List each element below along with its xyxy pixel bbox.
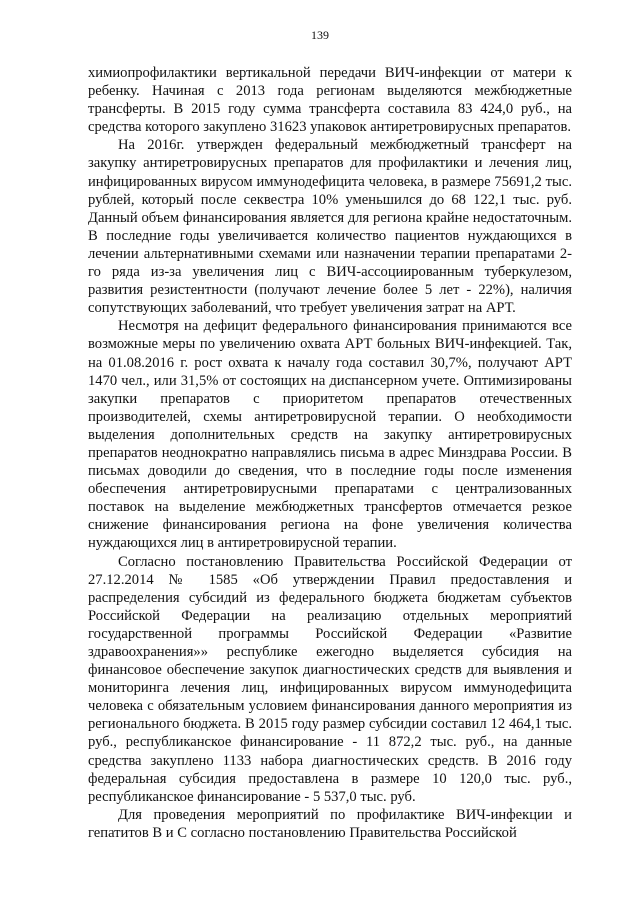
paragraph-5: Для проведения мероприятий по профилактике ВИЧ-инфекции и гепатитов В и С согласно постановлению Правительства Российской — [88, 806, 572, 841]
paragraph-1: химиопрофилактики вертикальной передачи ВИЧ-инфекции от матери к ребенку. Начиная с 2013 года регионам выделяются межбюджетные трансферты. В 2015 году сумма трансферта составила 83 424,0 руб., на средства которого закуплено 31623 упаковок антиретровирусных препаратов. — [88, 65, 572, 136]
body-text — [88, 64, 572, 842]
paragraph-3: Несмотря на дефицит федерального финансирования принимаются все возможные меры по увеличению охвата АРТ больных ВИЧ-инфекцией. Так, на 01.08.2016 г. рост охвата к началу года составил 30,7%, получают АРТ 1470 чел., или 31,5% от состоящих на диспансерном учете. Оптимизированы закупки препаратов с приоритетом препаратов отечественных производителей, схемы антиретровирусной терапии. О необходимости выделения дополнительных средств на закупку антиретровирусных препаратов неоднократно направлялись письма в адрес Минздрава России. В письмах доводили до сведения, что в последние годы после изменения обеспечения антиретровирусными препаратами с централизованных поставок на выделение межбюджетных трансфертов отмечается резкое снижение финансирования региона на фоне увеличения количества нуждающихся лиц в антиретровирусной терапии. — [88, 318, 572, 552]
paragraph-4: Согласно постановлению Правительства Российской Федерации от 27.12.2014 № 1585 «Об утверждении Правил предоставления и распределения субсидий из федерального бюджета бюджетам субъектов Российской Федерации на реализацию отдельных мероприятий государственной программы Российской Федерации «Развитие здравоохранения»» республике ежегодно выделяется субсидия на финансовое обеспечение закупок диагностических средств для выявления и мониторинга лечения лиц, инфицированных вирусом иммунодефицита человека с обязательным условием финансирования данного мероприятия из регионального бюджета. В 2015 году размер субсидии составил 12 464,1 тыс. руб., республиканское финансирование - 11 872,2 тыс. руб., на данные средства закуплено 1133 набора диагностических средств. В 2016 году федеральная субсидия предоставлена в размере 10 120,0 тыс. руб., республиканское финансирование - 5 537,0 тыс. руб. — [88, 553, 572, 805]
page-number: 139 — [311, 28, 329, 42]
paragraph-2: На 2016г. утвержден федеральный межбюджетный трансферт на закупку антиретровирусных препаратов для профилактики и лечения лиц, инфицированных вирусом иммунодефицита человека, в размере 75691,2 тыс. рублей, который после секвестра 10% уменьшился до 68 122,1 тыс. руб. Данный объем финансирования является для региона крайне недостаточным. В последние годы увеличивается количество пациентов нуждающихся в лечении альтернативными схемами или назначении терапии препаратами 2-го ряда из-за увеличения лиц с ВИЧ-ассоциированным туберкулезом, развития резистентности (получают лечение более 5 лет - 22%), наличия сопутствующих заболеваний, что требует увеличения затрат на АРТ. — [88, 137, 572, 317]
